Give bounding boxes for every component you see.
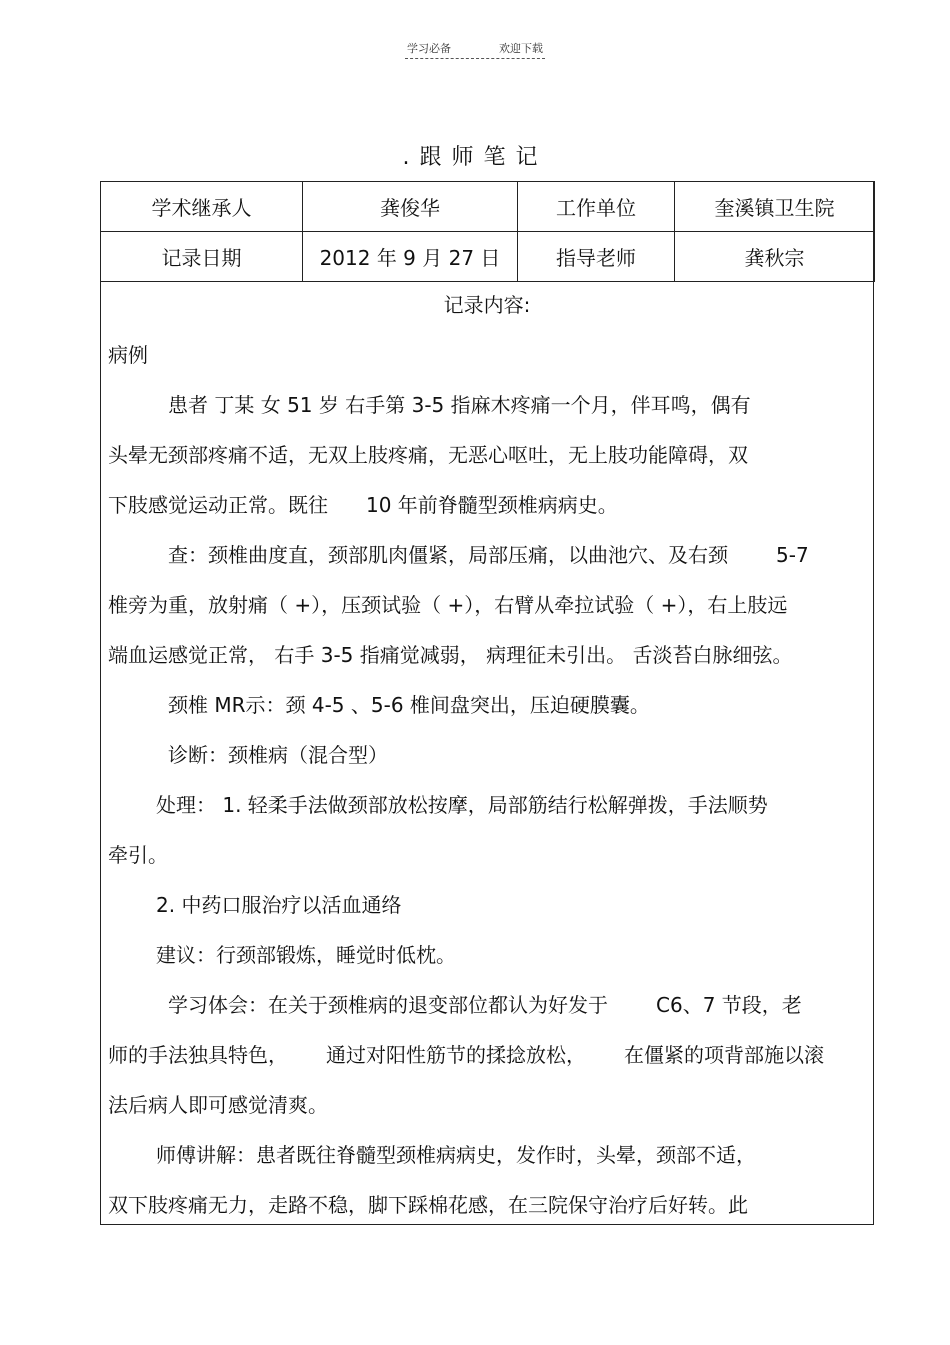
treatment-line-3: 2. 中药口服治疗以活血通络	[156, 893, 402, 917]
exam-line-1b: 5-7	[776, 543, 809, 567]
reflection-line-1	[108, 980, 866, 1030]
exam-line-3: 端血运感觉正常， 右手 3-5 指痛觉减弱， 病理征未引出。 舌淡苔白脉细弦。	[108, 643, 793, 667]
reflection-line-3: 法后病人即可感觉清爽。	[108, 1093, 328, 1117]
label-successor: 学术继承人	[101, 182, 303, 232]
value-successor: 龚俊华	[303, 182, 518, 232]
reflection-line-1b: C6、7 节段，老	[656, 993, 802, 1017]
case-label: 病例	[108, 343, 148, 367]
value-work-unit: 奎溪镇卫生院	[675, 182, 875, 232]
explanation-line-2: 双下肢疼痛无力，走路不稳，脚下踩棉花感，在三院保守治疗后好转。此	[108, 1193, 748, 1217]
reflection-line-1a: 学习体会：在关于颈椎病的退变部位都认为好发于	[168, 993, 608, 1017]
case-line-3	[108, 480, 866, 530]
info-row-1	[101, 182, 875, 232]
value-record-date: 2012 年 9 月 27 日	[303, 232, 518, 282]
record-content	[108, 280, 866, 1230]
reflection-line-2	[108, 1030, 866, 1080]
label-record-date: 记录日期	[101, 232, 303, 282]
label-work-unit: 工作单位	[518, 182, 675, 232]
case-line-2: 头晕无颈部疼痛不适，无双上肢疼痛，无恶心呕吐，无上肢功能障碍，双	[108, 443, 748, 467]
reflection-line-2a: 师的手法独具特色，	[108, 1043, 288, 1067]
explanation-line-1: 师傅讲解：患者既往脊髓型颈椎病病史，发作时，头晕，颈部不适，	[156, 1143, 756, 1167]
reflection-line-2b: 通过对阳性筋节的揉捻放松，	[326, 1043, 586, 1067]
exam-line-2: 椎旁为重，放射痛（ +），压颈试验（ +），右臂从牵拉试验（ +），右上肢远	[108, 593, 788, 617]
diagnosis-line: 诊断：颈椎病（混合型）	[168, 743, 388, 767]
case-line-1: 患者 丁某 女 51 岁 右手第 3-5 指麻木疼痛一个月，伴耳鸣，偶有	[168, 393, 751, 417]
advice-line: 建议：行颈部锻炼，睡觉时低枕。	[156, 943, 456, 967]
info-table	[100, 181, 875, 282]
page-title: .跟师笔记	[402, 145, 548, 170]
header-left-text: 学习必备	[407, 42, 451, 55]
header-line	[405, 40, 545, 59]
header-right-text: 欢迎下载	[499, 42, 543, 55]
page-header	[0, 40, 950, 59]
treatment-line-2: 牵引。	[108, 843, 168, 867]
treatment-line-1: 处理： 1. 轻柔手法做颈部放松按摩，局部筋结行松解弹拨，手法顺势	[156, 793, 768, 817]
info-row-2	[101, 232, 875, 282]
label-supervisor: 指导老师	[518, 232, 675, 282]
reflection-line-2c: 在僵紧的项背部施以滚	[624, 1043, 824, 1067]
exam-line-1	[108, 530, 866, 580]
case-line-3a: 下肢感觉运动正常。既往	[108, 493, 328, 517]
case-line-3b: 10 年前脊髓型颈椎病病史。	[366, 493, 618, 517]
exam-line-1a: 查：颈椎曲度直，颈部肌肉僵紧，局部压痛，以曲池穴、及右颈	[168, 543, 728, 567]
mr-line: 颈椎 MR示：颈 4-5 、5-6 椎间盘突出，压迫硬膜囊。	[168, 693, 650, 717]
value-supervisor: 龚秋宗	[675, 232, 875, 282]
content-heading: 记录内容:	[443, 293, 531, 317]
